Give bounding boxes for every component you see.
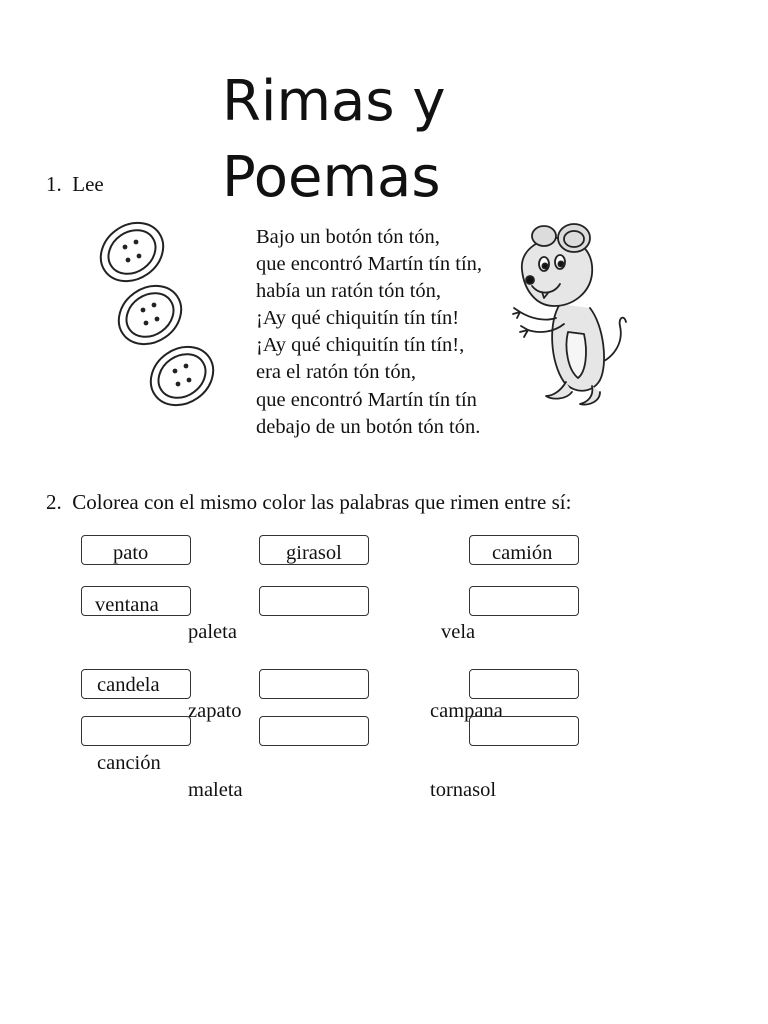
word-zapato: zapato (188, 700, 242, 722)
button-1-icon (92, 218, 175, 293)
poem-line: debajo de un botón tón tón. (256, 415, 481, 438)
instruction-2 (46, 490, 571, 514)
poem-line: que encontró Martín tín tín, (256, 253, 483, 276)
empty-word-box[interactable] (81, 716, 191, 746)
word-cancion: canción (97, 752, 161, 774)
instruction-1-number: 1. (46, 172, 62, 196)
word-campana: campana (430, 700, 503, 722)
poem-line: había un ratón tón tón, (256, 280, 442, 303)
title-line-1: Rimas y (222, 69, 446, 134)
word-girasol: girasol (286, 542, 342, 564)
word-candela: candela (97, 674, 160, 696)
buttons-illustration (92, 218, 222, 418)
poem-line: ¡Ay qué chiquitín tín tín! (256, 307, 460, 330)
poem-line: ¡Ay qué chiquitín tín tín!, (256, 334, 465, 357)
word-ventana: ventana (95, 594, 159, 616)
page-title (222, 64, 522, 216)
word-vela: vela (441, 621, 476, 643)
word-paleta: paleta (188, 621, 237, 643)
instruction-2-number: 2. (46, 490, 62, 514)
instruction-2-text: Colorea con el mismo color las palabras que rimen entre sí: (72, 490, 572, 514)
poem (256, 224, 518, 441)
empty-word-box[interactable] (469, 669, 579, 699)
button-2-icon (107, 274, 192, 356)
empty-word-box[interactable] (259, 716, 369, 746)
word-tornasol: tornasol (430, 779, 497, 801)
poem-line: que encontró Martín tín tín (256, 388, 477, 411)
empty-word-box[interactable] (469, 586, 579, 616)
empty-word-box[interactable] (259, 586, 369, 616)
mouse-illustration (508, 222, 632, 410)
instruction-1-text: Lee (72, 172, 104, 196)
word-pato: pato (113, 542, 149, 564)
poem-line: era el ratón tón tón, (256, 361, 416, 384)
button-3-icon (139, 335, 222, 417)
empty-word-box[interactable] (469, 716, 579, 746)
word-maleta: maleta (188, 779, 243, 801)
title-line-2: Poemas (222, 145, 441, 210)
empty-word-box[interactable] (259, 669, 369, 699)
poem-line: Bajo un botón tón tón, (256, 226, 440, 248)
instruction-1 (46, 172, 104, 196)
word-camion: camión (492, 542, 553, 564)
